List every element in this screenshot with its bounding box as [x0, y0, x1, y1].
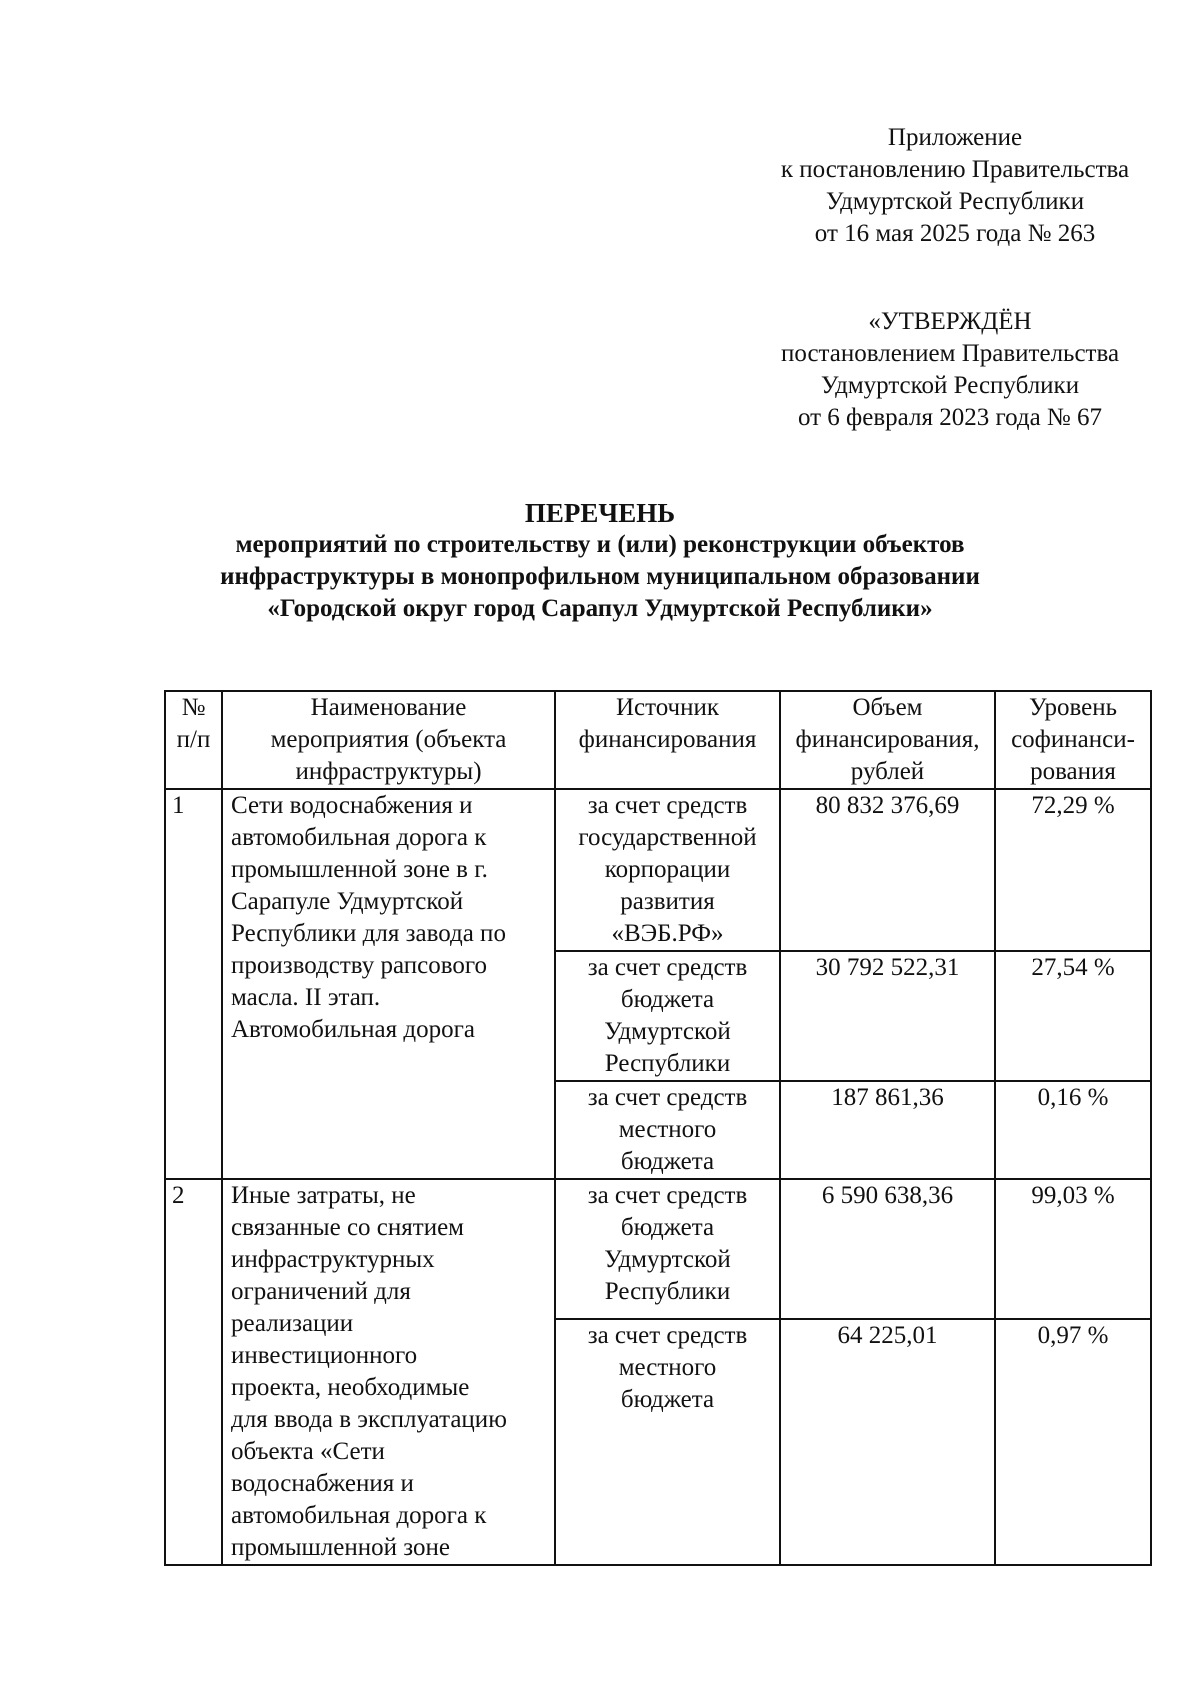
cofinancing-level: 27,54 % — [995, 951, 1151, 1081]
cofinancing-level: 0,16 % — [995, 1081, 1151, 1179]
approval-block — [740, 306, 1160, 434]
table-row — [165, 789, 1151, 951]
funding-source-line: за счет средств — [587, 954, 748, 981]
measure-name-line: ограничений для — [231, 1278, 411, 1305]
measure-name-line: проекта, необходимые — [231, 1374, 470, 1401]
funding-source-line: корпорации — [604, 856, 731, 883]
funding-source-line: Республики — [604, 1050, 731, 1077]
funding-source-line: бюджета — [620, 1148, 715, 1175]
appendix-line: от 16 мая 2025 года № 263 — [814, 220, 1096, 247]
measure-name — [222, 1179, 555, 1565]
funding-source-line: бюджета — [620, 1386, 715, 1414]
document-subtitle-line: «Городской округ город Сарапул Удмуртской Республики» — [267, 595, 933, 622]
cofinancing-level: 0,97 % — [995, 1319, 1151, 1565]
header-source: Источник финансирования — [555, 691, 780, 789]
funding-source — [555, 1081, 780, 1179]
funding-source-line: за счет средств — [587, 792, 748, 819]
funding-source — [555, 1179, 780, 1319]
funding-source-line: местного — [618, 1116, 717, 1143]
approval-line: постановлением Правительства — [780, 340, 1120, 367]
measure-name-line: для ввода в эксплуатацию — [231, 1406, 507, 1433]
cofinancing-level: 72,29 % — [995, 789, 1151, 951]
funding-source-line: «ВЭБ.РФ» — [611, 920, 724, 947]
funding-source-line: бюджета — [620, 986, 715, 1013]
row-number: 2 — [165, 1179, 222, 1565]
measure-name-line: инфраструктурных — [231, 1246, 435, 1273]
funding-source-line: Удмуртской — [604, 1018, 731, 1045]
measure-name-line: масла. II этап. — [231, 984, 381, 1011]
measure-name-line: промышленной зоне в г. — [231, 856, 488, 883]
measure-name-line: промышленной зоне — [231, 1534, 450, 1561]
funding-amount: 64 225,01 — [780, 1319, 995, 1565]
approval-line: от 6 февраля 2023 года № 67 — [797, 404, 1103, 431]
approval-line: Удмуртской Республики — [820, 372, 1080, 399]
measure-name-line: связанные со снятием — [231, 1214, 464, 1241]
approval-line: «УТВЕРЖДЁН — [868, 308, 1032, 335]
funding-source-line: государственной — [578, 824, 757, 851]
table-header-row — [165, 691, 1151, 789]
measure-name-line: инвестиционного — [231, 1342, 418, 1369]
funding-source-line: за счет средств — [587, 1182, 748, 1209]
measure-name-line: объекта «Сети — [231, 1438, 385, 1465]
appendix-line: Удмуртской Республики — [825, 188, 1085, 215]
measure-name-line: производству рапсового — [231, 952, 487, 979]
funding-amount: 6 590 638,36 — [780, 1179, 995, 1319]
header-amount: Объем финансирования, рублей — [780, 691, 995, 789]
funding-source-line: Удмуртской — [604, 1246, 731, 1273]
funding-source — [555, 789, 780, 951]
header-level: Уровень софинанси- рования — [995, 691, 1151, 789]
appendix-line: Приложение — [887, 124, 1023, 151]
funding-source-line: за счет средств — [587, 1322, 748, 1350]
measure-name-line: водоснабжения и — [231, 1470, 414, 1497]
measure-name-line: Автомобильная дорога — [231, 1016, 475, 1043]
header-name: Наименование мероприятия (объекта инфраструктуры) — [222, 691, 555, 789]
funding-amount: 80 832 376,69 — [780, 789, 995, 951]
measure-name-line: Иные затраты, не — [231, 1182, 416, 1209]
measure-name-line: Сарапуле Удмуртской — [231, 888, 464, 915]
measure-name-line: автомобильная дорога к — [231, 824, 487, 851]
cofinancing-level: 99,03 % — [995, 1179, 1151, 1319]
appendix-line: к постановлению Правительства — [780, 156, 1130, 183]
funding-source-line: бюджета — [620, 1214, 715, 1241]
funding-source — [555, 951, 780, 1081]
funding-source — [555, 1319, 780, 1565]
measure-name-line: реализации — [231, 1310, 354, 1337]
measure-name-line: Сети водоснабжения и — [231, 792, 473, 819]
row-number: 1 — [165, 789, 222, 1179]
funding-amount: 187 861,36 — [780, 1081, 995, 1179]
measure-name-line: автомобильная дорога к — [231, 1502, 487, 1529]
funding-source-line: развития — [620, 888, 715, 915]
funding-amount: 30 792 522,31 — [780, 951, 995, 1081]
header-number: № п/п — [165, 691, 222, 789]
measure-name-line: Республики для завода по — [231, 920, 506, 947]
document-title-block — [150, 497, 1050, 625]
appendix-block — [745, 122, 1165, 250]
table-row — [165, 1179, 1151, 1319]
document-subtitle-line: инфраструктуры в монопрофильном муниципальном образовании — [220, 563, 980, 590]
document-title: ПЕРЕЧЕНЬ — [524, 498, 676, 528]
funding-source-line: местного — [618, 1354, 717, 1382]
measures-table — [164, 690, 1152, 1566]
document-subtitle-line: мероприятий по строительству и (или) реконструкции объектов — [235, 531, 965, 558]
measure-name — [222, 789, 555, 1179]
funding-source-line: Республики — [604, 1278, 731, 1305]
table-body — [165, 789, 1151, 1565]
funding-source-line: за счет средств — [587, 1084, 748, 1111]
